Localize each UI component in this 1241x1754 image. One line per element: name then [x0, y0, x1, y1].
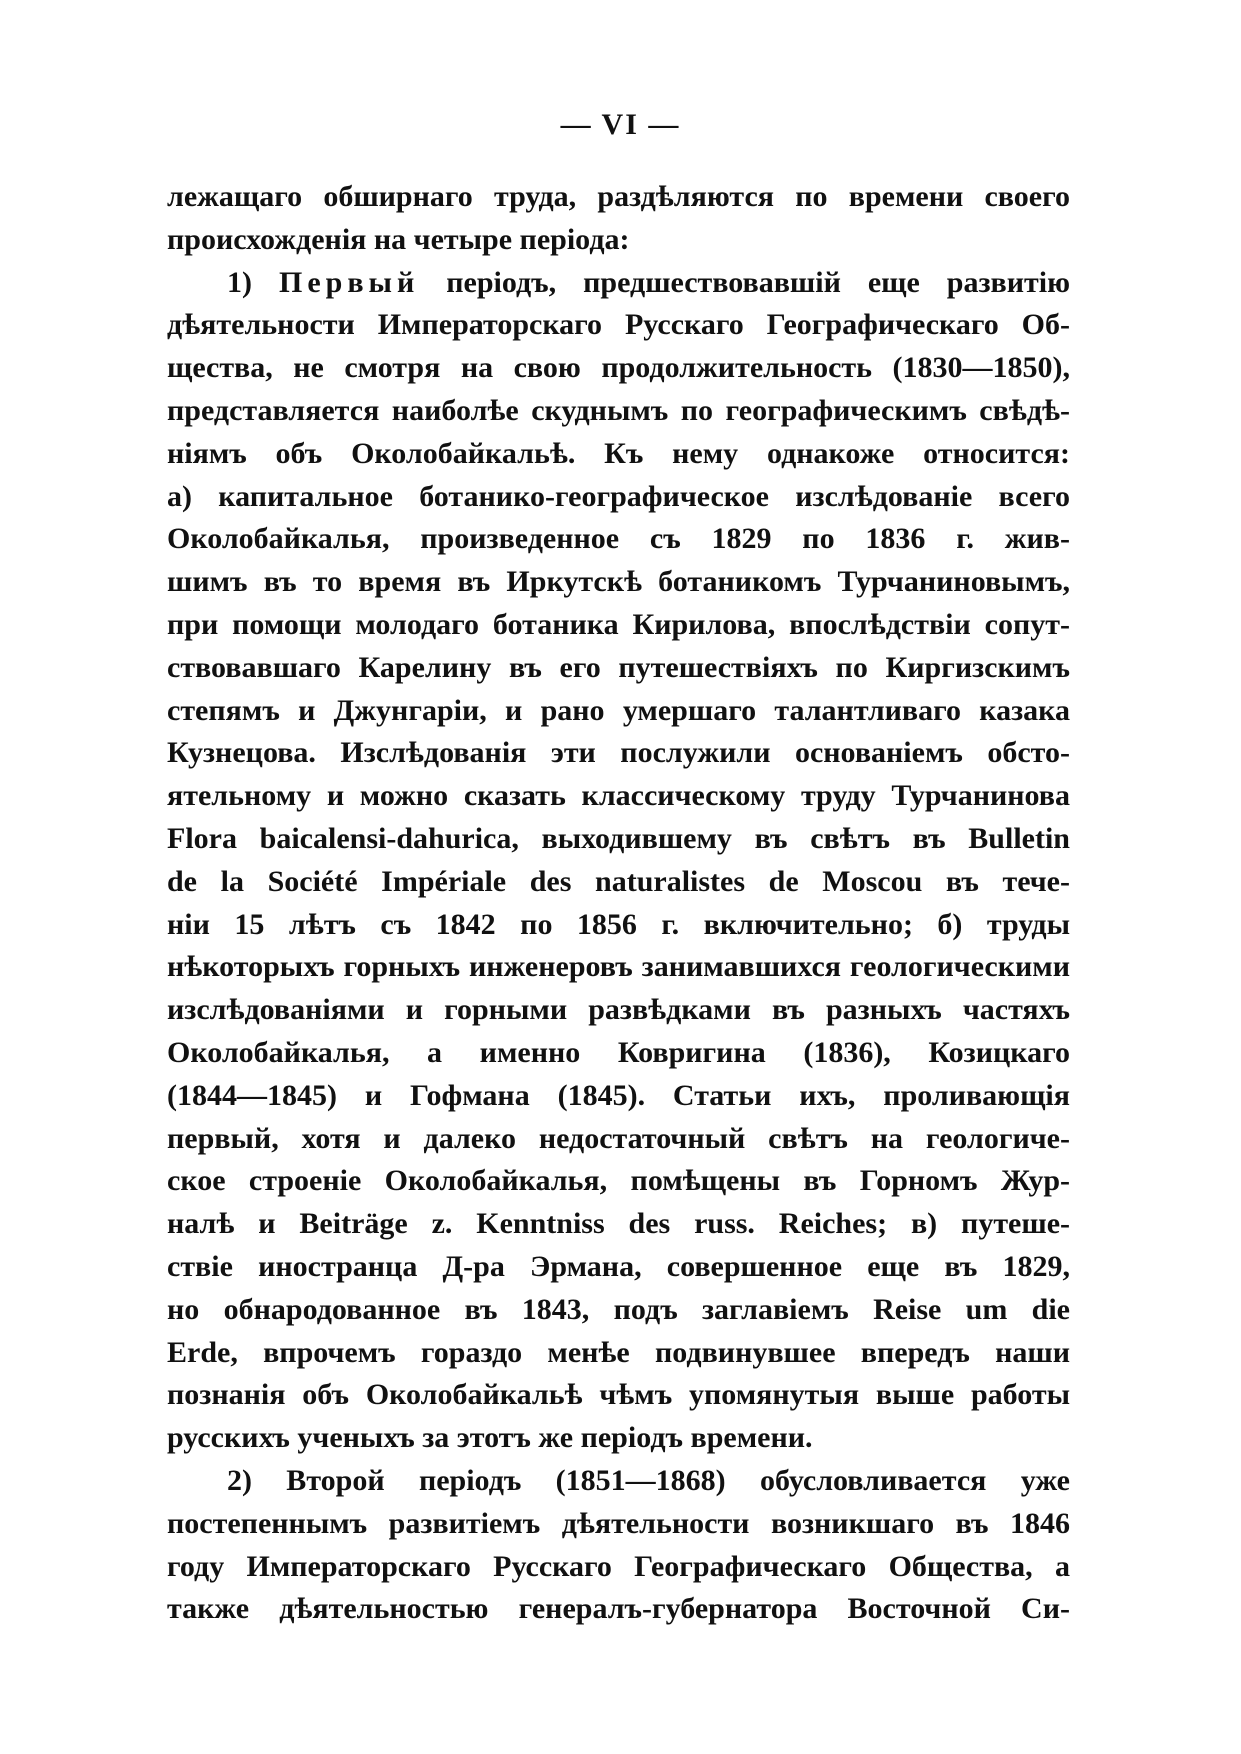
text-line: степямъ и Джунгаріи, и рано умершаго талантливаго казака — [167, 693, 1070, 727]
text-line: шимъ въ то время въ Иркутскѣ ботаникомъ Турчаниновымъ, — [167, 565, 1070, 599]
text-line: Erde, впрочемъ гораздо менѣе подвинувшее впередъ наши — [167, 1335, 1070, 1369]
text-line: происхожденія на четыре періода: — [167, 222, 630, 256]
emphasized-word: Первый — [278, 265, 420, 299]
text-line: постепеннымъ развитіемъ дѣятельности возникшаго въ 1846 — [167, 1506, 1070, 1540]
text-line: ствіе иностранца Д-ра Эрмана, совершенное еще въ 1829, — [167, 1249, 1070, 1283]
text-line: налѣ и Beiträge z. Kenntniss des russ. Reiches; в) путеше- — [167, 1207, 1070, 1241]
text-line — [167, 262, 1070, 305]
paragraph — [167, 1460, 1070, 1631]
item-number: 1) — [227, 265, 279, 299]
text-line: ніи 15 лѣтъ съ 1842 по 1856 г. включительно; б) труды — [167, 907, 1070, 941]
text-line: Околобайкалья, произведенное съ 1829 по 1836 г. жив- — [167, 522, 1070, 556]
text-line: дѣятельности Императорскаго Русскаго Географическаго Об- — [167, 308, 1070, 342]
paragraph — [167, 176, 1070, 262]
text-line: ніямъ объ Околобайкальѣ. Къ нему однакоже относится: — [167, 436, 1070, 470]
text-line: русскихъ ученыхъ за этотъ же періодъ времени. — [167, 1421, 813, 1455]
text-line: познанія объ Околобайкальѣ чѣмъ упомянутыя выше работы — [167, 1378, 1070, 1412]
line-text: періодъ, предшествовавшій еще развитію — [419, 265, 1070, 299]
text-line: Кузнецова. Изслѣдованія эти послужили основаніемъ обсто- — [167, 736, 1070, 770]
text-line: изслѣдованіями и горными развѣдками въ разныхъ частяхъ — [167, 993, 1070, 1027]
text-line: первый, хотя и далеко недостаточный свѣтъ на геологиче- — [167, 1121, 1070, 1155]
text-body — [167, 176, 1070, 1631]
text-line: также дѣятельностью генералъ-губернатора Восточной Си- — [167, 1592, 1070, 1626]
text-line: 2) Второй періодъ (1851—1868) обусловливается уже — [227, 1463, 1070, 1497]
text-line: de la Société Impériale des naturalistes de Moscou въ тече- — [167, 864, 1070, 898]
page-number: — VI — — [560, 108, 681, 141]
text-line: при помощи молодаго ботаника Кирилова, впослѣдствіи сопут- — [167, 607, 1070, 641]
text-line: ское строеніе Околобайкалья, помѣщены въ Горномъ Жур- — [167, 1164, 1070, 1198]
text-line: (1844—1845) и Гофмана (1845). Статьи ихъ, проливающія — [167, 1078, 1070, 1112]
text-line: Flora baicalensi-dahurica, выходившему въ свѣтъ въ Bulletin — [167, 821, 1070, 855]
text-line: а) капитальное ботанико-географическое изслѣдованіе всего — [167, 479, 1070, 513]
text-line: лежащаго обширнаго труда, раздѣляются по времени своего — [167, 180, 1070, 213]
text-line: Околобайкалья, а именно Ковригина (1836), Козицкаго — [167, 1035, 1070, 1069]
text-line: ятельному и можно сказать классическому труду Турчанинова — [167, 779, 1070, 813]
text-line: но обнародованное въ 1843, подъ заглавіемъ Reise um die — [167, 1292, 1070, 1326]
text-line: щества, не смотря на свою продолжительность (1830—1850), — [167, 351, 1070, 385]
paragraph — [167, 262, 1070, 1460]
text-line: ствовавшаго Карелину въ его путешествіяхъ по Киргизскимъ — [167, 650, 1070, 684]
text-line: представляется наиболѣе скуднымъ по географическимъ свѣдѣ- — [167, 393, 1070, 427]
text-line: нѣкоторыхъ горныхъ инженеровъ занимавшихся геологическими — [167, 950, 1070, 984]
text-line: году Императорскаго Русскаго Географическаго Общества, а — [167, 1549, 1070, 1583]
